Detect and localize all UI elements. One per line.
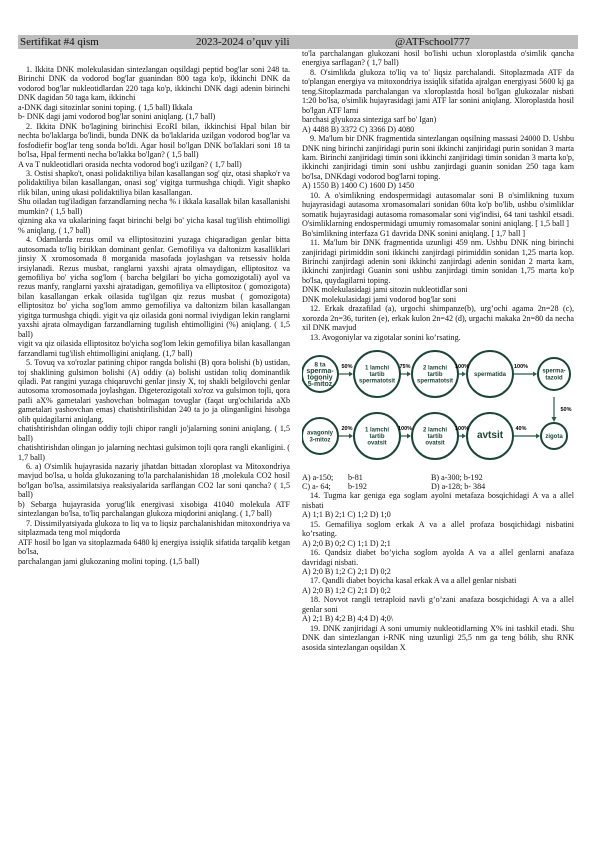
right-column-bottom — [302, 491, 574, 652]
answer-option: b-81 — [348, 472, 363, 482]
question-13-answers — [302, 473, 574, 492]
gametogenesis-diagram — [302, 346, 580, 464]
paragraph: chatishtirishdan olingan jo jalarning nechtasi gulsimon tojli qora rangli ekanligini. ( 1,7 ball) — [18, 443, 290, 462]
cell-label: avagoniy — [306, 430, 334, 437]
paragraph: 3. Ostisi shapko't, onasi polidaktiliya bilan kasallangan sog' qiz, otasi shapko'r va polidaktiliya bilan kasallangan, onasi sog' vigitga turmushga chiqdi. Yigit shapko rlik bilan, uning ukasi polidaktiliya bilan kasallangan. — [18, 168, 290, 197]
paragraph: barchasi glyukoza sinteziga sarf bo' Igan) — [302, 115, 437, 125]
arrow-head — [462, 434, 466, 439]
paragraph: to'la parchalangan glukozani hosil bo'lishi uchun xloroplastda o'simlik qancha energiya sarflagan? ( 1,7 ball) — [302, 49, 574, 68]
cell-label: 2 lamchi — [422, 427, 448, 434]
cell-label: spermatotsit — [358, 378, 396, 385]
arrow-head — [407, 372, 411, 377]
percent-label: 100% — [397, 426, 413, 433]
percent-label: 100% — [454, 426, 470, 433]
percent-label: 50% — [560, 407, 572, 414]
cell-label: zigota — [545, 434, 563, 441]
paragraph: A) 1550 B) 1400 C) 1600 D) 1450 — [302, 181, 415, 191]
arrow-head — [349, 372, 353, 377]
cell-label: 1 lamchi — [364, 427, 390, 434]
cell-label: ovatsit — [367, 440, 387, 447]
left-column — [18, 65, 290, 566]
arrow-head — [533, 372, 537, 377]
paragraph: A) 2;1 B) 4;2 B) 4;4 D) 4;0\ — [302, 614, 394, 624]
paragraph: 10. A o'simlikning endospermidagi autasomalar soni B o'simlikning tuxum hujayrasidagi autasoma xromasomalari sonidan 60ta ko'p bo'lib, ushbu o'simliklar somatik hujayrasidagi autasoma romasomalar soni vig'indisi, 64 tani tashkil etsadi. O'simliklarning endospermidagi umumiy romasomalar sonini aniqlang. [ 1,5 ball ] — [302, 190, 574, 229]
answer-option: B) a-300; b-192 — [431, 472, 483, 482]
cell-label: togoniy — [307, 374, 333, 382]
cell-label: sperma- — [542, 368, 566, 375]
cell-label: sperma- — [306, 367, 334, 375]
paragraph: 4. Odamlarda rezus omil va elliptositozini yuzaga chiqaradigan genlar bitta autosomada to'liq birikkan dominant genlar. Gemofiliya va daltonizm kasalliklari jinsiy X xromosomada 8 morganida masofada joylashgan va retsessiv holda irsiylanadi. Rezus musbat, ranglarni yaxshi ajrata olmaydigan, elliptositoz va gemofiliya bo' yicha sog'lom ( barcha belgilari bo yicha gomozigotali) ayol va rezus manfy, ranglarni yaxshi ajratadigan, gemofiliya va elliptositoz ( gomozigota) bilan kasallangan erkak oilasida tug'ilgan qiz rezus musbat ( gomozigota) elliptositoz bo' yicha sog'lom ammo gemofiliya va daltonizm bilan kasallangan yigitga turmushga chiqdi. yigit va qiz oilasida goni normal iviydigan lekin ranglarni yaxshi ajrata olmaydigan farzandlarning tugılish ehtimolligini (%) aniqlang. ( 1,5 ball) — [18, 235, 290, 339]
right-column — [302, 49, 574, 652]
cell-label: spermatotsit — [416, 378, 454, 385]
arrow-head — [462, 372, 466, 377]
cell-label: 8 ta — [314, 361, 326, 369]
paragraph: vigit va qiz oilasida elliptositoz bo'yicha sog'lom lekin gemofiliya bilan kasallangan farzandlarni tug'ilish ehtimolligini aniqlang. (1,7 ball) — [18, 339, 290, 358]
paragraph: a-DNK dagi sitozinlar sonini toping. ( 1,5 ball) Ikkala — [18, 102, 193, 112]
cell-label: tartib — [369, 372, 385, 379]
cell-label: 5-mitoz — [307, 380, 333, 388]
paragraph: 6. a) O'simlik hujayrasida nazariy jihatdan bittadan xloroplast va Mitoxondriya mavjud bo'lsa, u holda glukozaning to'la parchalanishidan 18 ,molekula CO2 hosil bo'lgan bo'lsa, assimilatsiya reaksiyalarida sarflangan CO2 lar soni qancha? ( 1,5 ball) — [18, 462, 290, 500]
percent-label: 100% — [513, 364, 529, 371]
answer-row — [302, 482, 574, 491]
right-column-top — [302, 49, 574, 342]
paragraph: 5. Tovuq va xo'rozlar patining chipor rangda bolishi (B) qora bolishi (b) ustidan, toj shaklining gulsimon bolishi (A) oddiy (a) bolishi ustidan toliq dominantlik qiladi. Pat rangini yuzaga chiqaruvchi genlar jinsiy X, toj shakli belgilovchi genlar autosoma xromosomada joylashgan. Digeterozigotali xo'roz va gulsimon tojli, qora patli aX% gametalari yashovchan bolmagan tovuglar (faqat urg'ochilarida aXb gametalari yashovchan emas) chatishtirilishidan 240 ta jo ja olinganligini hisobga olib quidagilarni aniqlang. — [18, 358, 290, 424]
percent-label: 20% — [341, 426, 353, 433]
paragraph: Bo'simlikning interfaza G1 davrida DNK sonini aniqlang. [ 1,7 ball ] — [302, 228, 526, 238]
paragraph: 9. Ma'lum bir DNK fragmentida sintezlangan oqsilning massasi 24000 D. Ushbu DNK ning birinchi zanjiridagi purin soni ikkinchi zanjiridagi purin sonidan 3 marta kam. Birinchi zanjiridagi timin soni ikkinchi zanjiridagi timin sonidan 3 marta ko'p, ikkinchi zanjiridagi timin soni ushbu zanjirdagi guanin sonidan 250 taga kam bo'lsa, DNKdagi vodorod bog'larni toping. — [302, 134, 574, 181]
cell-label: tartib — [427, 372, 443, 379]
paragraph: A) 4488 B) 3372 C) 3366 D) 4080 — [302, 124, 415, 134]
arrow-head — [407, 434, 411, 439]
paragraph: 1. Ikkita DNK molekulasidan sintezlangan oqsildagi peptid bog'lar soni 248 ta. Birinchi DNK da vodorod bog'lar guanindan 800 taga ko'p, ikkinchi DNK da vodorod bog'lar nukleotidlardan 220 taga ko'p, ikkinchi DNK dagi adenin birinchi DNK dagidan 50 taga kam, ikkinchi — [18, 65, 290, 103]
arrow-head — [536, 434, 540, 439]
cell-label: 1 lamchi — [364, 365, 390, 372]
vertical-arrow-head — [552, 417, 557, 422]
paragraph: 14. Tugma kar geniga ega soglam ayolni metafaza bosqichidagi A va a allel nisbati — [302, 491, 574, 510]
paragraph: 13. Avogoniylar va zigotalar sonini ko’rsating. — [310, 332, 461, 342]
paragraph: 16. Qandsiz diabet bo’yicha soglom ayolda A va a allel genlarni anafaza davridagi nisbati. — [302, 548, 574, 567]
answer-row — [302, 473, 574, 482]
answer-option: C) a- 64; — [302, 481, 331, 491]
paragraph: A) 2;0 B) 1;2 C) 2;1 D) 0;2 — [302, 567, 391, 577]
paragraph: A) 2;0 B) 1;2 C) 2;1 D) 0;2 — [302, 585, 391, 595]
paragraph: 2. Ikkita DNK bo'lagining birinchisi EcoRI bilan, ikkinchisi Hpal bilan bir nechta bo'laklarga bo'lindi, bunda DNK da bo'laklarida uzilgan vodorod bog'lar va fosfodiefir bog'lar teng sonda bo'ldi. Agar hosil bo'lgan DNK bo'laklari soni 18 ta bo'lsa, Hpal fermenti necha bo'lakka bo'lgan? ( 1,5 ball) — [18, 121, 290, 160]
header-bar — [18, 35, 578, 49]
header-title: Sertifikat #4 qism — [20, 36, 99, 48]
paragraph: 15. Gemafiliya soglom erkak A va a allel profaza bosqichidagi nisbatini ko’rsating. — [302, 519, 574, 539]
paragraph: ATF hosil bo lgan va sitoplazmada 6480 kj energiya issiqlik sifatida tarqalib ketgan bo'lsa, — [18, 537, 290, 557]
percent-label: 75% — [399, 364, 411, 371]
answer-option: A) a-150; — [302, 472, 334, 482]
paragraph: DNK molekulasidagi jami vodorod bog'lar soni — [302, 294, 457, 304]
paragraph: A va T nukleotidlari orasida nechta vodorod bog'i uzilgan? ( 1,7 ball) — [18, 159, 242, 169]
cell-label: tartib — [427, 434, 443, 441]
paragraph: 12. Erkak drazafilad (a), urgochi shimpanze(b), urg’ochi agama 2n=28 (c), xorozda 2n=36, turiten (e), erkak kulon 2n=42 (d), urgachi makaka 2n=80 da necha xil DNK mavjud — [302, 304, 574, 333]
cell-label: spermatida — [473, 372, 507, 379]
answer-option: b-192 — [348, 481, 367, 491]
paragraph: 7. Dissimilyatsiyada glukoza to liq va to liqsiz parchalanishidan mitoxondriya va sitplazmada teng mol miqdorda — [18, 518, 290, 538]
paragraph: 8. O'simlikda glukoza to'liq va to' liqsiz parchalandi. Sitoplazmada ATF da to'plangan energiya va mitoxondriya issiqlik sifatida ajralgan energiyasi 5600 kj ga teng.Sitoplazmada parchalangan va xloroplastda hosil bo'lgan glukozalar nisbati 1:20 bo'lsa, o'simlik hujayrasidagi jami ATF lar sonini aniqlang. Xloroplastda hosil bo'lgan ATF larni — [302, 67, 574, 115]
paragraph: b- DNK dagi jami vodorod bog'lar sonini aniqlang. (1,7 ball) — [18, 112, 216, 122]
arrow-head — [349, 434, 353, 439]
paragraph: 18. Novvot rangli tetraploid navli g’o’zani anafaza bosqichidagi A va a allel genlar soni — [302, 595, 574, 614]
paragraph: qizning aka va ukalarining faqat birinchi belgi bo' yicha kasal tug'ilish ehtimolligi % aniqlang. ( 1,7 ball) — [18, 216, 290, 235]
cell-label: 2 lamchi — [422, 365, 448, 372]
paragraph: A) 1;1 B) 2;1 C) 1;2 D) 1;0 — [302, 510, 391, 520]
paragraph: chatishtirishdan olingan oddiy tojli chipor rangli jo'jalarning sonini aniqlang. ( 1,5 ball) — [18, 424, 290, 443]
percent-label: 50% — [341, 364, 353, 371]
header-year: 2023-2024 o’quv yili — [196, 36, 290, 48]
cell-label: avtsit — [476, 430, 504, 442]
cell-label: 3-mitoz — [309, 437, 331, 444]
cell-label: tartib — [369, 434, 385, 441]
cell-label: ovatsit — [425, 440, 445, 447]
paragraph: A) 2;0 B) 0;2 C) 1;1 D) 2;1 — [302, 538, 391, 548]
paragraph: parchalangan jami glukozaning molini toping. (1,5 ball) — [18, 556, 200, 566]
answer-option: D) a-128; b- 384 — [431, 481, 486, 491]
percent-label: 40% — [515, 426, 527, 433]
paragraph: b) Sebarga hujayrasida yorug'lik energivasi xisobiga 41040 molekula ATF sintezlangan bo'lsa, to'liq parchalangan glukoza miqdorini aniqlang. ( 1,7 ball) — [18, 499, 290, 519]
paragraph: Shu oiladan tug'iladigan farzandlarning necha % i ikkala kasallak bilan kasallanishi mumkin? ( 1,5 ball) — [18, 197, 290, 216]
paragraph: DNK molekulasidagi jami sitozin nukleotidlar soni — [302, 285, 468, 295]
paragraph: 17. Qandli diabet boyicha kasal erkak A va a allel genlar nisbati — [310, 576, 517, 586]
header-handle: @ATFschool777 — [395, 36, 470, 48]
cell-label: tazoid — [545, 375, 563, 382]
paragraph: 19. DNK zanjiridagi A soni umumiy nukleotidlarning X% ini tashkil etadi. Shu DNK dan sintezlangan i-RNK ning uzunligi 25,5 nm ga teng bólib, shu RNK asosida sintezlangan oqsildan X — [302, 623, 574, 652]
percent-label: 100% — [454, 364, 470, 371]
paragraph: 11. Ma'lum bir DNK fragmentida uzunligi 459 nm. Ushbu DNK ning birinchi zanjiridagi pirimiddin soni ikkinchi zanjirdagi pirimiddin sonidan 1,25 marta kop. Birinchi zanjirdagi adenin soni ikkinchi zanjirdagi adenin sonidan 2 marta kam, ikkinchi zanjirdagi Guanin soni ushbu zanjirdagi timin sonidan 1,75 marta ko'p bo'lsa, quydagilarni toping. — [302, 238, 574, 285]
